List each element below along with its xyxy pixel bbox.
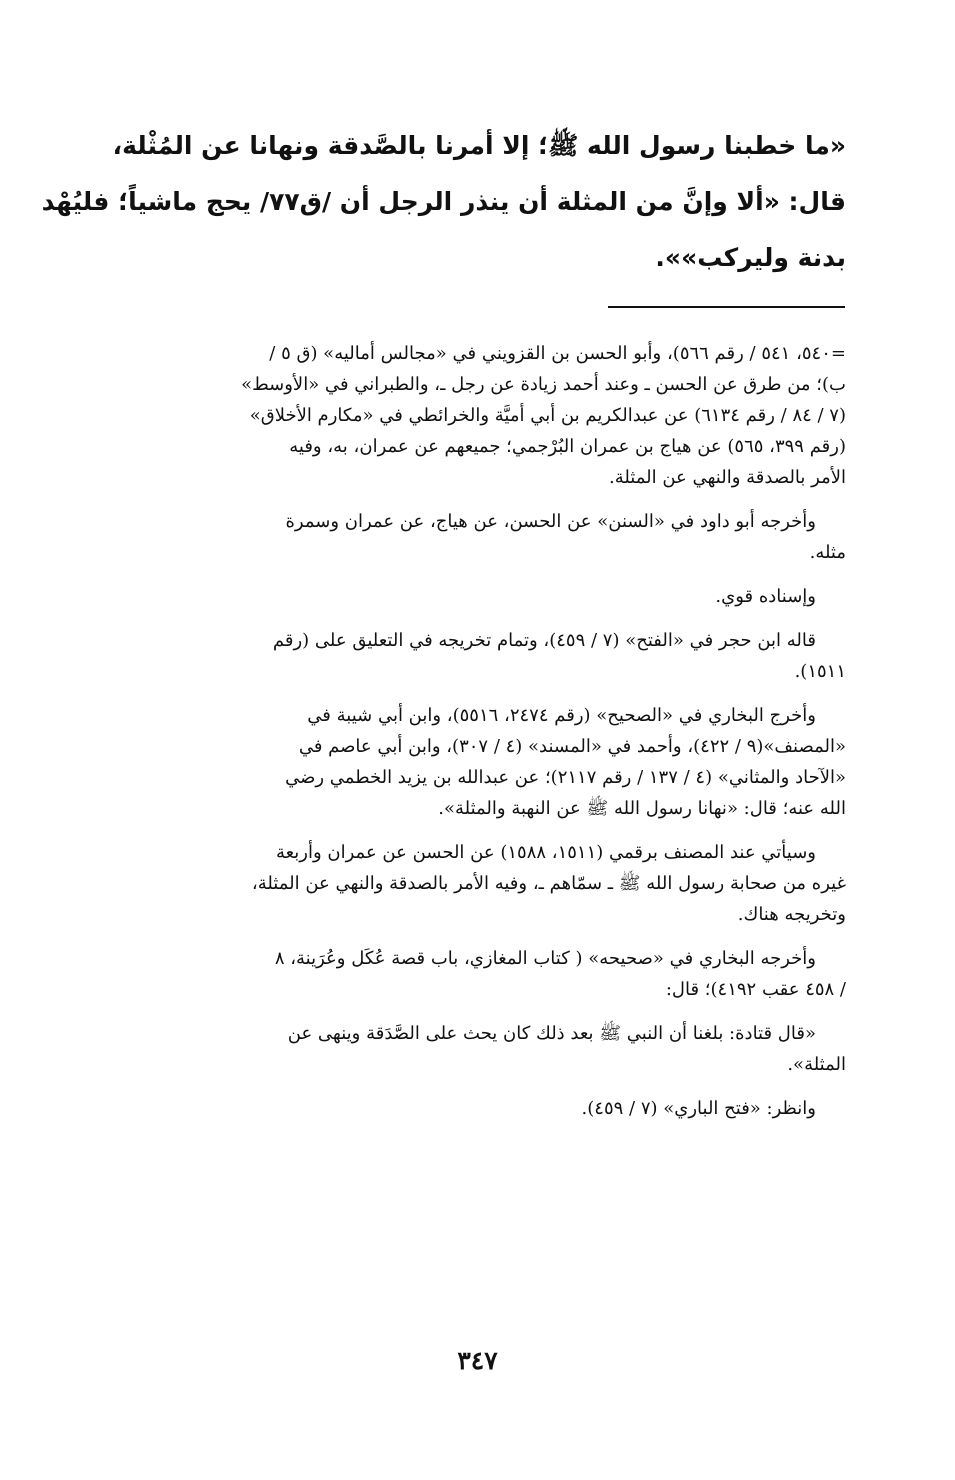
footnote-line: (٧ / ٨٤ / رقم ٦١٣٤) عن عبدالكريم بن أبي أميَّة والخرائطي في «مكارم الأخلاق»: [249, 405, 846, 426]
footnote-line: (رقم ٣٩٩، ٥٦٥) عن هياج بن عمران البُرْجمي؛ جميعهم عن عمران، به، وفيه: [289, 436, 846, 457]
footnote-line: وأخرجه أبو داود في «السنن» عن الحسن، عن هياج، عن عمران وسمرة: [285, 511, 816, 532]
footnote-line: وإسناده قوي.: [715, 586, 816, 607]
page-number: ٣٤٧: [457, 1346, 498, 1375]
footnote-paragraph: [128, 700, 846, 824]
footnote-line: وسيأتي عند المصنف برقمي (١٥١١، ١٥٨٨) عن الحسن عن عمران وأربعة: [275, 842, 816, 863]
main-text-block: [41, 118, 846, 286]
footnote-line: الأمر بالصدقة والنهي عن المثلة.: [608, 467, 846, 488]
footnote-paragraph: [128, 837, 846, 930]
footnote-line: ب)؛ من طرق عن الحسن ـ وعند أحمد زيادة عن رجل ـ، والطبراني في «الأوسط»: [241, 374, 846, 395]
footnote-line: / ٤٥٨ عقب ٤١٩٢)؛ قال:: [665, 979, 846, 1000]
footnote-paragraph: [128, 338, 846, 493]
footnote-paragraph: [128, 1018, 846, 1080]
footnote-line: وتخريجه هناك.: [737, 904, 846, 925]
footnote-line: وأخرجه البخاري في «صحيحه» ( كتاب المغازي، باب قصة عُكَل وعُرَينة، ٨: [274, 948, 816, 969]
main-text-line: «ما خطبنا رسول الله ﷺ؛ إلا أمرنا بالصَّدقة ونهانا عن المُثْلة،: [112, 131, 846, 160]
footnote-line: غيره من صحابة رسول الله ﷺ ـ سمّاهم ـ، وفيه الأمر بالصدقة والنهي عن المثلة،: [251, 873, 846, 894]
footnote-paragraph: [128, 506, 846, 568]
footnote-line: «المصنف»(٩ / ٤٢٢)، وأحمد في «المسند» (٤ / ٣٠٧)، وابن أبي عاصم في: [298, 736, 846, 757]
footnote-line: مثله.: [809, 542, 846, 563]
footnote-paragraph: [128, 1093, 846, 1124]
footnote-paragraph: [128, 581, 846, 612]
footnote-line: «الآحاد والمثاني» (٤ / ١٣٧ / رقم ٢١١٧)؛ عن عبدالله بن يزيد الخطمي رضي: [285, 767, 846, 788]
footnote-line: ١٥١١).: [794, 661, 846, 682]
footnote-line: =٥٤٠، ٥٤١ / رقم ٥٦٦)، وأبو الحسن بن القزويني في «مجالس أماليه» (ق ٥ /: [269, 343, 846, 364]
footnote-paragraph: [128, 943, 846, 1005]
main-text-line: بدنة وليركب»».: [655, 243, 846, 272]
footnote-line: وأخرج البخاري في «الصحيح» (رقم ٢٤٧٤، ٥٥١٦)، وابن أبي شيبة في: [307, 705, 816, 726]
footnote-line: قاله ابن حجر في «الفتح» (٧ / ٤٥٩)، وتمام تخريجه في التعليق على (رقم: [272, 630, 816, 651]
footnote-line: «قال قتادة: بلغنا أن النبي ﷺ بعد ذلك كان يحث على الصَّدَقة وينهى عن: [287, 1023, 816, 1044]
footnotes-block: [128, 338, 846, 1137]
main-text-line: قال: «ألا وإنَّ من المثلة أن ينذر الرجل أن /ق٧٧/ يحج ماشياً؛ فليُهْد: [41, 187, 846, 216]
footnote-line: الله عنه؛ قال: «نهانا رسول الله ﷺ عن النهبة والمثلة».: [438, 798, 846, 819]
footnote-line: وانظر: «فتح الباري» (٧ / ٤٥٩).: [581, 1098, 816, 1119]
footnote-paragraph: [128, 625, 846, 687]
footnote-separator: [608, 306, 845, 308]
footnote-line: المثلة».: [787, 1054, 846, 1075]
